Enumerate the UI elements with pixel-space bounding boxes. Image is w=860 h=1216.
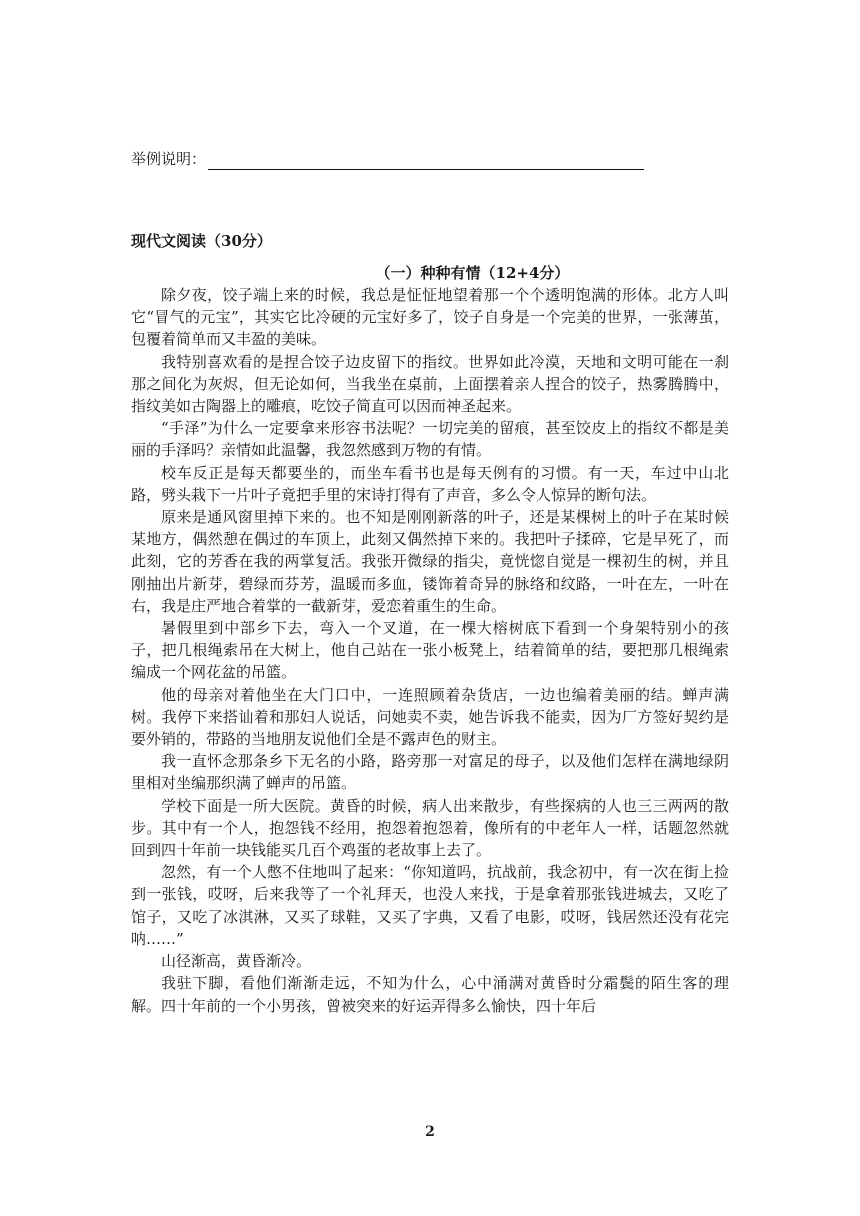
paragraph: 我一直怀念那条乡下无名的小路，路旁那一对富足的母子，以及他们怎样在满地绿阴里相对坐编那织满了蝉声的吊篮。 [131, 752, 729, 793]
page-number: 2 [425, 1124, 435, 1140]
paragraph: 校车反正是每天都要坐的，而坐车看书也是每天例有的习惯。有一天，车过中山北路，劈头栽下一片叶子竟把手里的宋诗打得有了声音，多么令人惊异的断句法。 [131, 463, 729, 504]
paragraph: 我特别喜欢看的是捏合饺子边皮留下的指纹。世界如此冷漠，天地和文明可能在一刹那之间化为灰烬，但无论如何，当我坐在桌前，上面摆着亲人捏合的饺子，热雾腾腾中，指纹美如古陶器上的雕痕，吃饺子简直可以因而神圣起来。 [131, 352, 729, 416]
paragraph: 我驻下脚，看他们渐渐走远，不知为什么，心中涌满对黄昏时分霜鬓的陌生客的理解。四十年前的一个小男孩，曾被突来的好运弄得多么愉快，四十年后 [131, 974, 729, 1015]
paragraph: 他的母亲对着他坐在大门口中，一连照顾着杂货店，一边也编着美丽的结。蝉声满树。我停下来搭讪着和那妇人说话，问她卖不卖，她告诉我不能卖，因为厂方签好契约是要外销的，带路的当地朋友说他们全是不露声色的财主。 [131, 685, 729, 749]
paragraph: 暑假里到中部乡下去，弯入一个叉道，在一棵大榕树底下看到一个身架特别小的孩子，把几根绳索吊在大树上，他自己站在一张小板凳上，结着简单的结，要把那几根绳索编成一个网花盆的吊篮。 [131, 619, 729, 682]
paragraph: “手泽”为什么一定要拿来形容书法呢？一切完美的留痕，甚至饺皮上的指纹不都是美丽的手泽吗？亲情如此温馨，我忽然感到万物的有情。 [131, 419, 729, 460]
passage-title: （一）种种有情（12+4分） [375, 264, 570, 282]
paragraph: 原来是通风窗里掉下来的。也不知是刚刚新落的叶子，还是某棵树上的叶子在某时候某地方，偶然憩在偶过的车顶上，此刻又偶然掉下来的。我把叶子揉碎，它是早死了，而此刻，它的芳香在我的两掌复活。我张开微绿的指尖，竟恍惚自觉是一棵初生的树，并且刚抽出片新芽，碧绿而芬芳，温暖而多血，镂饰着奇异的脉络和纹路，一叶在左，一叶在右，我是庄严地合着掌的一截新芽，爱恋着重生的生命。 [131, 508, 729, 615]
example-label: 举例说明： [131, 150, 207, 168]
passage-body [131, 284, 729, 1017]
paragraph: 忽然，有一个人憋不住地叫了起来：“你知道吗，抗战前，我念初中，有一次在街上捡到一张钱，哎呀，后来我等了一个礼拜天，也没人来找，于是拿着那张钱进城去，又吃了馆子，又吃了冰淇淋，又买了球鞋，又买了字典，又看了电影，哎呀，钱居然还没有花完呐……” [131, 863, 729, 948]
paragraph: 除夕夜，饺子端上来的时候，我总是怔怔地望着那一个个透明饱满的形体。北方人叫它“冒气的元宝”，其实它比冷硬的元宝好多了，饺子自身是一个完美的世界，一张薄茧，包覆着简单而又丰盈的美味。 [131, 286, 729, 349]
answer-blank-line[interactable] [208, 151, 644, 170]
example-prompt [131, 148, 644, 170]
section-title: 现代文阅读（30分） [131, 232, 272, 250]
paragraph: 山径渐高，黄昏渐冷。 [161, 952, 312, 971]
paragraph: 学校下面是一所大医院。黄昏的时候，病人出来散步，有些探病的人也三三两两的散步。其中有一个人，抱怨钱不经用，抱怨着抱怨着，像所有的中老年人一样，话题忽然就回到四十年前一块钱能买几百个鸡蛋的老故事上去了。 [131, 796, 729, 860]
